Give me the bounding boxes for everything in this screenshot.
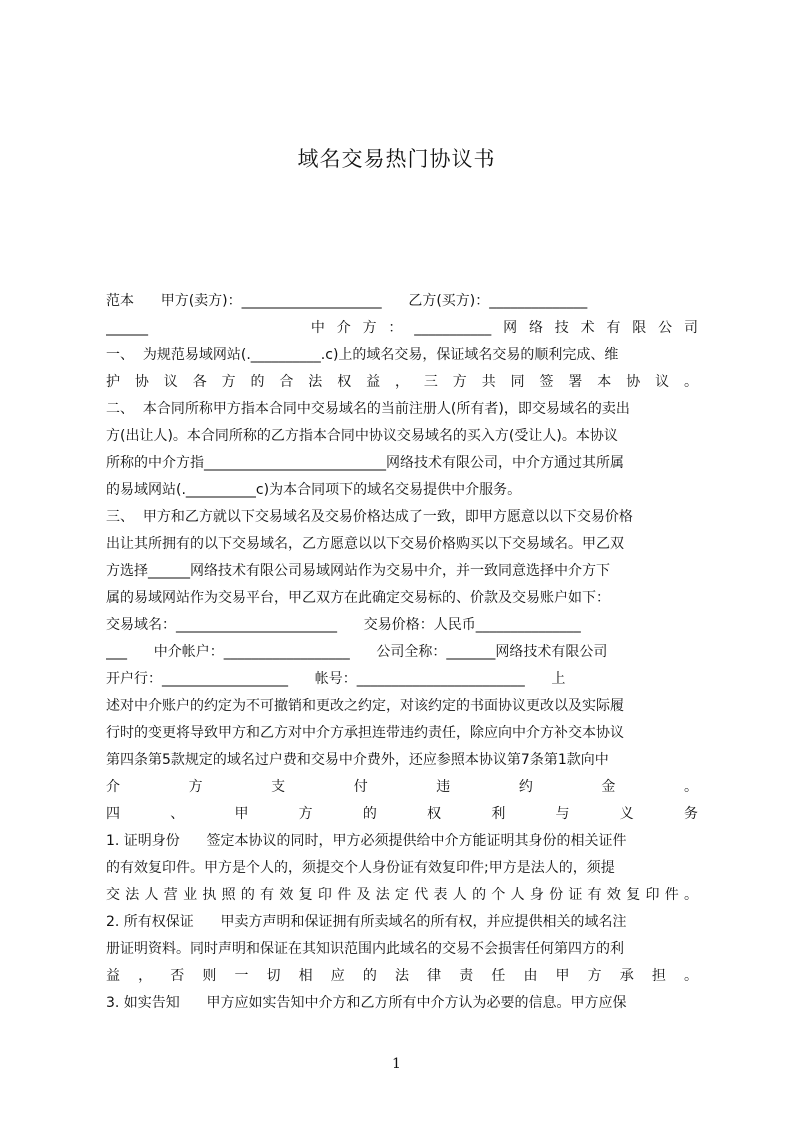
body-line: 3. 如实告知 甲方应如实告知中介方和乙方所有中介方认为必要的信息。甲方应保 xyxy=(106,995,627,1011)
body-line: 二、 本合同所称甲方指本合同中交易域名的当前注册人(所有者)，即交易域名的卖出 xyxy=(106,401,630,417)
body-line: 护协议各方的合法权益，三方共同签署本协议。 xyxy=(106,374,698,390)
body-line: 行时的变更将导致甲方和乙方对中介方承担连带违约责任，除应向中介方补交本协议 xyxy=(106,725,624,741)
body-line: 交易域名：_______________________ 交易价格：人民币_______________ xyxy=(106,617,581,633)
page-number: 1 xyxy=(392,1056,401,1072)
body-line: 一、 为规范易域网站(.__________.c)上的域名交易，保证域名交易的顺利完成、维 xyxy=(106,347,619,363)
body-line: 交法人营业执照的有效复印件及法定代表人的个人身份证有效复印件。 xyxy=(106,887,698,903)
body-line: 册证明资料。同时声明和保证在其知识范围内此域名的交易不会损害任何第四方的利 xyxy=(106,941,624,957)
body-line: 开户行：__________________ 帐号：________________________ 上 xyxy=(106,671,566,687)
body-line: 2. 所有权保证 甲卖方声明和保证拥有所卖域名的所有权，并应提供相关的域名注 xyxy=(106,914,627,930)
body-line: 述对中介账户的约定为不可撤销和更改之约定，对该约定的书面协议更改以及实际履 xyxy=(106,698,624,714)
body-line: 1. 证明身份 签定本协议的同时，甲方必须提供给中介方能证明其身份的相关证件 xyxy=(106,833,627,849)
body-line: 方选择______网络技术有限公司易域网站作为交易中介，并一致同意选择中介方下 xyxy=(106,563,610,579)
section-heading: 四、甲方的权利与义务 xyxy=(106,806,698,822)
document-title: 域名交易热门协议书 xyxy=(297,147,496,171)
body-line: 出让其所拥有的以下交易域名，乙方愿意以以下交易价格购买以下交易域名。甲乙双 xyxy=(106,536,624,552)
body-line: 第四条第5款规定的域名过户费和交易中介费外，还应参照本协议第7条第1款向中 xyxy=(106,752,609,768)
body-line: 属的易域网站作为交易平台，甲乙双方在此确定交易标的、价款及交易账户如下： xyxy=(106,590,610,606)
body-line: 的易域网站(.__________c)为本合同项下的域名交易提供中介服务。 xyxy=(106,482,522,498)
body-line: ______ 中介方：___________网络技术有限公司 xyxy=(106,320,698,336)
body-line: 所称的中介方指__________________________网络技术有限公司，中介方通过其所属 xyxy=(106,455,624,471)
body-line: 方(出让人)。本合同所称的乙方指本合同中协议交易域名的买入方(受让人)。本协议 xyxy=(106,428,618,444)
body-line: ___ 中介帐户：__________________ 公司全称：_______网络技术有限公司 xyxy=(106,644,608,660)
body-line: 益，否则一切相应的法律责任由甲方承担。 xyxy=(106,968,698,984)
body-line: 介方支付违约金。 xyxy=(106,779,698,795)
body-line: 的有效复印件。甲方是个人的，须提交个人身份证有效复印件;甲方是法人的，须提 xyxy=(106,860,615,876)
body-line: 三、 甲方和乙方就以下交易域名及交易价格达成了一致，即甲方愿意以以下交易价格 xyxy=(106,509,633,525)
body-line: 范本 甲方(卖方)：____________________ 乙方(买方)：______________ xyxy=(106,293,588,309)
